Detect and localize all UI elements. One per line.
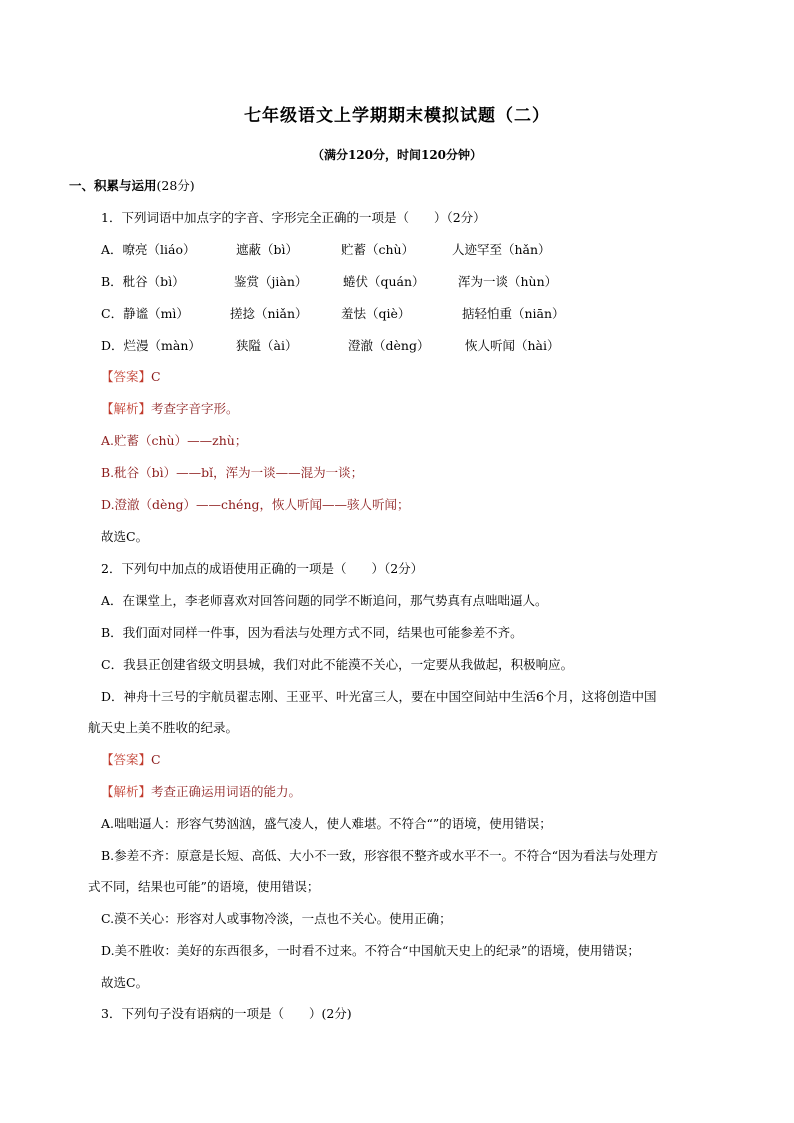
q1-option-b-3: 蜷伏（quán） xyxy=(343,274,425,289)
q2-note-a: A.咄咄逼人：形容气势汹汹，盛气凌人，使人难堪。不符合“”的语境，使用错误； xyxy=(101,816,552,831)
section-heading xyxy=(69,178,195,194)
q2-note-b-cont: 式不同，结果也可能”的语境，使用错误； xyxy=(88,879,320,894)
q1-note: B.秕谷（bì）——bǐ，浑为一谈——混为一谈； xyxy=(101,465,364,480)
q1-option-b-4: 浑为一谈（hùn） xyxy=(458,274,558,289)
q1-option-d-2: 狭隘（ài） xyxy=(236,338,298,353)
q2-note-d: D.美不胜收：美好的东西很多，一时看不过来。不符合“中国航天史上的纪录”的语境，使用错误； xyxy=(101,943,640,958)
q1-option-d-3: 澄澈（dèng） xyxy=(348,338,430,353)
q2-option-d-cont: 航天史上美不胜收的纪录。 xyxy=(88,720,239,735)
q1-option-b-2: 鉴赏（jiàn） xyxy=(234,274,308,289)
q2-option-a: A．在课堂上，李老师喜欢对回答问题的同学不断追问，那气势真有点咄咄逼人。 xyxy=(101,593,548,608)
q1-option-b-1: B．秕谷（bì） xyxy=(101,274,185,289)
q2-option-b: B．我们面对同样一件事，因为看法与处理方式不同，结果也可能参差不齐。 xyxy=(101,625,523,640)
page-title: 七年级语文上学期期末模拟试题（二） xyxy=(244,106,550,126)
q1-answer xyxy=(101,369,161,385)
q1-option-c-1: C．静谧（mì） xyxy=(101,306,189,321)
q1-option-d-4: 恢人听闻（hài） xyxy=(465,338,560,353)
section-title: 一、积累与运用 xyxy=(69,178,157,193)
q1-option-c-3: 羞怯（qiè） xyxy=(341,306,411,321)
q1-note: D.澄澈（dèng）——chéng，恢人听闻——骇人听闻； xyxy=(101,497,410,512)
q1-option-c-4: 掂轻怕重（niān） xyxy=(462,306,565,321)
q1-analysis xyxy=(101,401,239,417)
page-subtitle: （满分120分，时间120分钟） xyxy=(311,148,483,162)
q2-note-b: B.参差不齐：原意是长短、高低、大小不一致，形容很不整齐或水平不一。不符合“因为看法与处理方 xyxy=(101,848,659,863)
q2-analysis xyxy=(101,784,301,800)
q1-conclusion: 故选C。 xyxy=(101,529,149,544)
q1-option-c-2: 搓捻（niǎn） xyxy=(230,306,308,321)
q1-stem: 1．下列词语中加点字的字音、字形完全正确的一项是（ ）（2分） xyxy=(101,210,486,225)
q1-option-a-1: A．嘹亮（liáo） xyxy=(101,242,196,257)
q2-answer xyxy=(101,752,161,768)
q1-option-a-3: 贮蓄（chù） xyxy=(341,242,415,257)
q1-note: A.贮蓄（chù）——zhù； xyxy=(101,433,248,448)
analysis-text: 考查字音字形。 xyxy=(151,401,239,416)
q3-stem: 3．下列句子没有语病的一项是（ ）(2分) xyxy=(101,1006,352,1021)
answer-value: C xyxy=(151,752,161,767)
analysis-tag: 【解析】 xyxy=(101,784,152,799)
q2-conclusion: 故选C。 xyxy=(101,975,149,990)
q2-note-c: C.漠不关心：形容对人或事物冷淡，一点也不关心。使用正确； xyxy=(101,911,452,926)
answer-value: C xyxy=(151,369,161,384)
q1-option-a-2: 遮蔽（bì） xyxy=(236,242,298,257)
analysis-text: 考查正确运用词语的能力。 xyxy=(151,784,302,799)
section-points: (28分) xyxy=(156,178,195,193)
q2-stem: 2．下列句中加点的成语使用正确的一项是（ ）（2分） xyxy=(101,561,424,576)
analysis-tag: 【解析】 xyxy=(101,401,152,416)
q2-option-d: D．神舟十三号的宇航员翟志刚、王亚平、叶光富三人，要在中国空间站中生活6个月，这将创造中国 xyxy=(101,689,657,704)
answer-tag: 【答案】 xyxy=(101,369,152,384)
q2-option-c: C．我县正创建省级文明县城，我们对此不能漠不关心，一定要从我做起，积极响应。 xyxy=(101,657,574,672)
answer-tag: 【答案】 xyxy=(101,752,152,767)
q1-option-d-1: D．烂漫（màn） xyxy=(101,338,201,353)
q1-option-a-4: 人迹罕至（hǎn） xyxy=(452,242,551,257)
